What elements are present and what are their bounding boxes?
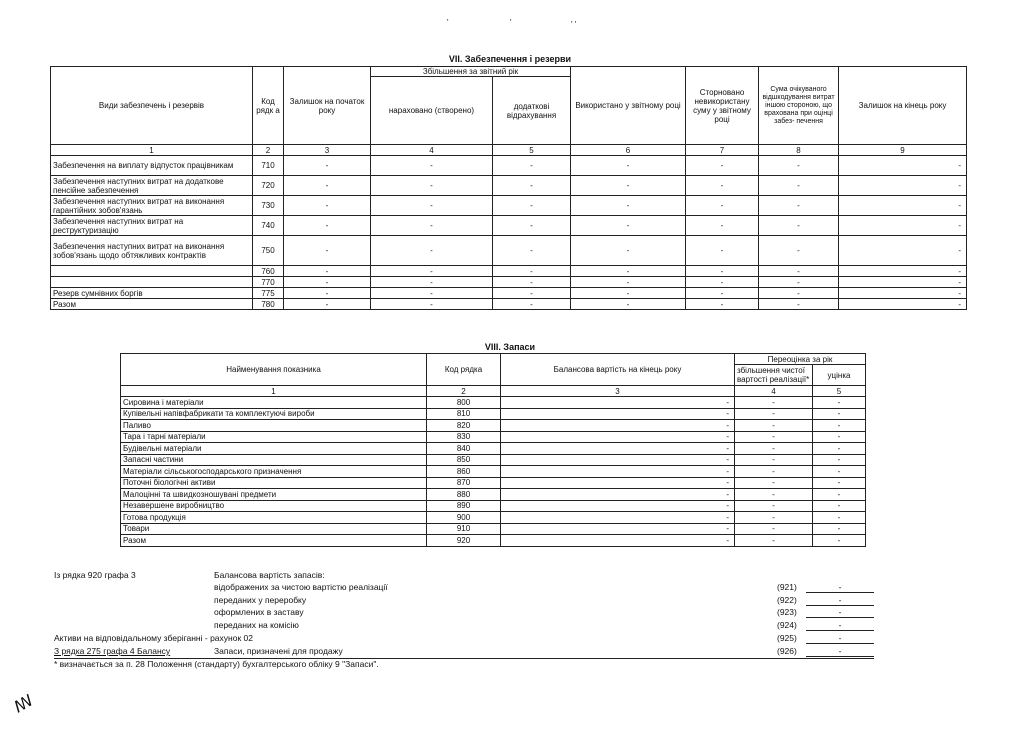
row-name: Паливо <box>121 420 427 432</box>
row-value: - <box>735 397 813 409</box>
row-value: - <box>839 266 967 277</box>
table-row <box>121 523 866 535</box>
row-value: - <box>813 443 866 455</box>
column-number: 5 <box>493 145 571 156</box>
row-code: 850 <box>427 454 501 466</box>
header-additional: додаткові відрахування <box>493 77 571 145</box>
row-value: - <box>735 523 813 535</box>
column-number: 9 <box>839 145 967 156</box>
row-value: - <box>686 196 759 216</box>
row-value: - <box>813 408 866 420</box>
row-value: - <box>839 176 967 196</box>
row-name: Разом <box>121 535 427 547</box>
header-nrv-increase: збільшення чистої вартості реалізації* <box>735 365 813 386</box>
note-item-code: (923) <box>777 607 797 617</box>
row-value: - <box>839 277 967 288</box>
row-value: - <box>839 156 967 176</box>
header-end: Залишок на кінець року <box>839 67 967 145</box>
header-reversed: Сторновано невикористану суму у звітному році <box>686 67 759 145</box>
column-number: 4 <box>735 386 813 397</box>
row-value: - <box>501 489 735 501</box>
row-value: - <box>571 156 686 176</box>
custody-value: - <box>806 633 874 644</box>
row-value: - <box>839 236 967 266</box>
row-value: - <box>371 277 493 288</box>
row-name: Готова продукція <box>121 512 427 524</box>
row-value: - <box>839 299 967 310</box>
row-value: - <box>735 489 813 501</box>
row-value: - <box>839 216 967 236</box>
row-name: Сировина і матеріали <box>121 397 427 409</box>
row-value: - <box>493 156 571 176</box>
row-value: - <box>813 500 866 512</box>
row-name: Малоцінні та швидкозношувані предмети <box>121 489 427 501</box>
table-row <box>121 443 866 455</box>
header-used: Використано у звітному році <box>571 67 686 145</box>
column-number-row <box>121 386 866 397</box>
row-value: - <box>501 454 735 466</box>
row-code: 820 <box>427 420 501 432</box>
row-value: - <box>284 156 371 176</box>
row-value: - <box>686 288 759 299</box>
row-code: 910 <box>427 523 501 535</box>
row-value: - <box>759 266 839 277</box>
note-from-920: Із рядка 920 графа 3 <box>54 570 136 580</box>
row-name: Товари <box>121 523 427 535</box>
for-sale-label: Запаси, призначені для продажу <box>214 646 343 656</box>
header-accrued: нараховано (створено) <box>371 77 493 145</box>
row-value: - <box>735 500 813 512</box>
row-name: Запасні частини <box>121 454 427 466</box>
row-value: - <box>501 500 735 512</box>
row-code: 880 <box>427 489 501 501</box>
row-code: 780 <box>253 299 284 310</box>
note-item-label: переданих у переробку <box>214 594 307 605</box>
scan-mark: ' <box>510 18 512 27</box>
note-from-275: З рядка 275 графа 4 Балансу <box>54 646 171 656</box>
column-number: 1 <box>51 145 253 156</box>
row-name: Забезпечення наступних витрат на виконання гарантійних зобов'язань <box>51 196 253 216</box>
column-number: 3 <box>284 145 371 156</box>
table-row <box>121 535 866 547</box>
table-row <box>51 266 967 277</box>
note-item-label: оформлених в заставу <box>214 607 304 617</box>
row-value: - <box>686 156 759 176</box>
row-value: - <box>284 266 371 277</box>
section7-title: VII. Забезпечення і резерви <box>448 54 572 64</box>
note-item-value: - <box>806 595 874 606</box>
note-item-code: (922) <box>777 594 797 605</box>
note-balance-label: Балансова вартість запасів: <box>214 570 325 580</box>
row-code: 920 <box>427 535 501 547</box>
note-item-label: відображених за чистою вартістю реалізації <box>214 582 388 592</box>
note-item-code: (921) <box>777 582 797 592</box>
row-value: - <box>371 266 493 277</box>
row-value: - <box>813 535 866 547</box>
provisions-table <box>50 66 967 310</box>
row-value: - <box>493 216 571 236</box>
row-value: - <box>571 216 686 236</box>
row-value: - <box>813 431 866 443</box>
margin-mark: ꟿ <box>11 692 37 717</box>
row-value: - <box>813 420 866 432</box>
row-value: - <box>571 196 686 216</box>
row-value: - <box>501 466 735 478</box>
row-value: - <box>813 466 866 478</box>
row-value: - <box>371 299 493 310</box>
row-code: 860 <box>427 466 501 478</box>
inventory-table <box>120 353 866 547</box>
row-value: - <box>493 277 571 288</box>
row-name: Будівельні матеріали <box>121 443 427 455</box>
row-value: - <box>813 477 866 489</box>
row-value: - <box>813 489 866 501</box>
table-row <box>51 288 967 299</box>
row-value: - <box>759 196 839 216</box>
header-expected: Сума очікуваного відшкодування витрат іншою стороною, що врахована при оцінці забез- печення <box>759 67 839 145</box>
scan-mark: ' <box>447 18 449 27</box>
row-value: - <box>571 288 686 299</box>
column-number: 5 <box>813 386 866 397</box>
row-value: - <box>686 299 759 310</box>
row-code: 900 <box>427 512 501 524</box>
row-value: - <box>371 176 493 196</box>
row-value: - <box>735 408 813 420</box>
row-value: - <box>735 431 813 443</box>
row-code: 890 <box>427 500 501 512</box>
row-value: - <box>284 176 371 196</box>
table-row <box>51 236 967 266</box>
row-value: - <box>735 477 813 489</box>
row-value: - <box>759 288 839 299</box>
row-value: - <box>501 397 735 409</box>
row-value: - <box>759 277 839 288</box>
row-value: - <box>571 176 686 196</box>
row-name: Разом <box>51 299 253 310</box>
row-code: 710 <box>253 156 284 176</box>
row-value: - <box>735 454 813 466</box>
row-value: - <box>759 156 839 176</box>
row-value: - <box>371 236 493 266</box>
table-row <box>51 156 967 176</box>
row-value: - <box>813 397 866 409</box>
row-value: - <box>493 176 571 196</box>
row-value: - <box>813 523 866 535</box>
custody-code: (925) <box>777 633 797 643</box>
column-number: 2 <box>253 145 284 156</box>
header-balance: Балансова вартість на кінець року <box>501 354 735 386</box>
table-row <box>121 420 866 432</box>
row-code: 775 <box>253 288 284 299</box>
row-value: - <box>571 236 686 266</box>
row-value: - <box>813 512 866 524</box>
table-row <box>121 489 866 501</box>
row-name: Резерв сумнівних боргів <box>51 288 253 299</box>
row-value: - <box>501 408 735 420</box>
column-number: 1 <box>121 386 427 397</box>
for-sale-value: - <box>806 646 874 657</box>
row-name <box>51 266 253 277</box>
table-row <box>121 397 866 409</box>
footnote: * визначається за п. 28 Положення (стандарту) бухгалтерського обліку 9 "Запаси". <box>54 659 379 669</box>
row-value: - <box>571 266 686 277</box>
header-code: Код рядка <box>427 354 501 386</box>
row-code: 800 <box>427 397 501 409</box>
row-value: - <box>284 236 371 266</box>
row-name: Забезпечення наступних витрат на виконання зобов'язань щодо обтяжливих контрактів <box>51 236 253 266</box>
row-value: - <box>686 277 759 288</box>
row-code: 760 <box>253 266 284 277</box>
section8-title: VIII. Запаси <box>484 342 536 352</box>
header-revaluation: Переоцінка за рік <box>735 354 866 365</box>
column-number: 7 <box>686 145 759 156</box>
column-number: 3 <box>501 386 735 397</box>
note-item-label: переданих на комісію <box>214 619 299 630</box>
row-value: - <box>501 523 735 535</box>
row-code: 840 <box>427 443 501 455</box>
row-name: Матеріали сільськогосподарського призначення <box>121 466 427 478</box>
row-value: - <box>501 535 735 547</box>
header-increase: Збільшення за звітний рік <box>371 67 571 77</box>
row-value: - <box>735 466 813 478</box>
row-value: - <box>501 443 735 455</box>
note-item-value: - <box>806 582 874 593</box>
custody-label: Активи на відповідальному зберіганні - рахунок 02 <box>54 633 253 643</box>
table-row <box>51 216 967 236</box>
table-row <box>121 477 866 489</box>
note-item-code: (924) <box>777 619 797 630</box>
row-code: 740 <box>253 216 284 236</box>
header-indicator: Найменування показника <box>121 354 427 386</box>
row-value: - <box>571 299 686 310</box>
note-item-value: - <box>806 607 874 618</box>
row-value: - <box>493 266 571 277</box>
row-value: - <box>493 196 571 216</box>
column-number-row <box>51 145 967 156</box>
header-start: Залишок на початок року <box>284 67 371 145</box>
row-value: - <box>813 454 866 466</box>
row-code: 720 <box>253 176 284 196</box>
row-value: - <box>493 236 571 266</box>
row-value: - <box>493 299 571 310</box>
table-row <box>51 277 967 288</box>
header-code: Код рядк а <box>253 67 284 145</box>
column-number: 8 <box>759 145 839 156</box>
row-name: Забезпечення наступних витрат на додаткове пенсійне забезпечення <box>51 176 253 196</box>
row-value: - <box>735 535 813 547</box>
row-value: - <box>686 176 759 196</box>
row-value: - <box>735 443 813 455</box>
row-value: - <box>284 196 371 216</box>
row-value: - <box>284 299 371 310</box>
header-markdown: уцінка <box>813 365 866 386</box>
table-row <box>121 408 866 420</box>
row-value: - <box>686 216 759 236</box>
table-row <box>121 500 866 512</box>
row-value: - <box>759 176 839 196</box>
row-code: 770 <box>253 277 284 288</box>
row-value: - <box>284 288 371 299</box>
row-value: - <box>735 512 813 524</box>
note-item-value: - <box>806 620 874 631</box>
column-number: 4 <box>371 145 493 156</box>
row-value: - <box>493 288 571 299</box>
row-value: - <box>501 477 735 489</box>
row-value: - <box>839 288 967 299</box>
row-value: - <box>759 236 839 266</box>
row-value: - <box>686 266 759 277</box>
row-name: Тара і тарні матеріали <box>121 431 427 443</box>
row-value: - <box>284 216 371 236</box>
row-name: Забезпечення на виплату відпусток працівникам <box>51 156 253 176</box>
table-row <box>121 454 866 466</box>
table-row <box>121 431 866 443</box>
row-value: - <box>759 299 839 310</box>
row-code: 810 <box>427 408 501 420</box>
column-number: 2 <box>427 386 501 397</box>
row-value: - <box>371 216 493 236</box>
scan-mark: ' ' <box>571 20 577 29</box>
row-value: - <box>759 216 839 236</box>
row-value: - <box>501 420 735 432</box>
row-value: - <box>284 277 371 288</box>
row-code: 870 <box>427 477 501 489</box>
row-value: - <box>501 431 735 443</box>
table-row <box>121 512 866 524</box>
row-name <box>51 277 253 288</box>
row-name: Незавершене виробництво <box>121 500 427 512</box>
table-row <box>121 466 866 478</box>
for-sale-code: (926) <box>777 646 797 656</box>
table-row <box>51 299 967 310</box>
row-value: - <box>501 512 735 524</box>
row-value: - <box>686 236 759 266</box>
column-number: 6 <box>571 145 686 156</box>
row-value: - <box>371 156 493 176</box>
row-name: Поточні біологічні активи <box>121 477 427 489</box>
table-row <box>51 196 967 216</box>
row-code: 730 <box>253 196 284 216</box>
row-name: Купівельні напівфабрикати та комплектуючі вироби <box>121 408 427 420</box>
row-value: - <box>735 420 813 432</box>
header-kind: Види забезпечень і резервів <box>51 67 253 145</box>
row-code: 830 <box>427 431 501 443</box>
row-value: - <box>371 196 493 216</box>
table-row <box>51 176 967 196</box>
row-value: - <box>371 288 493 299</box>
row-name: Забезпечення наступних витрат на реструктуризацію <box>51 216 253 236</box>
row-code: 750 <box>253 236 284 266</box>
row-value: - <box>839 196 967 216</box>
row-value: - <box>571 277 686 288</box>
